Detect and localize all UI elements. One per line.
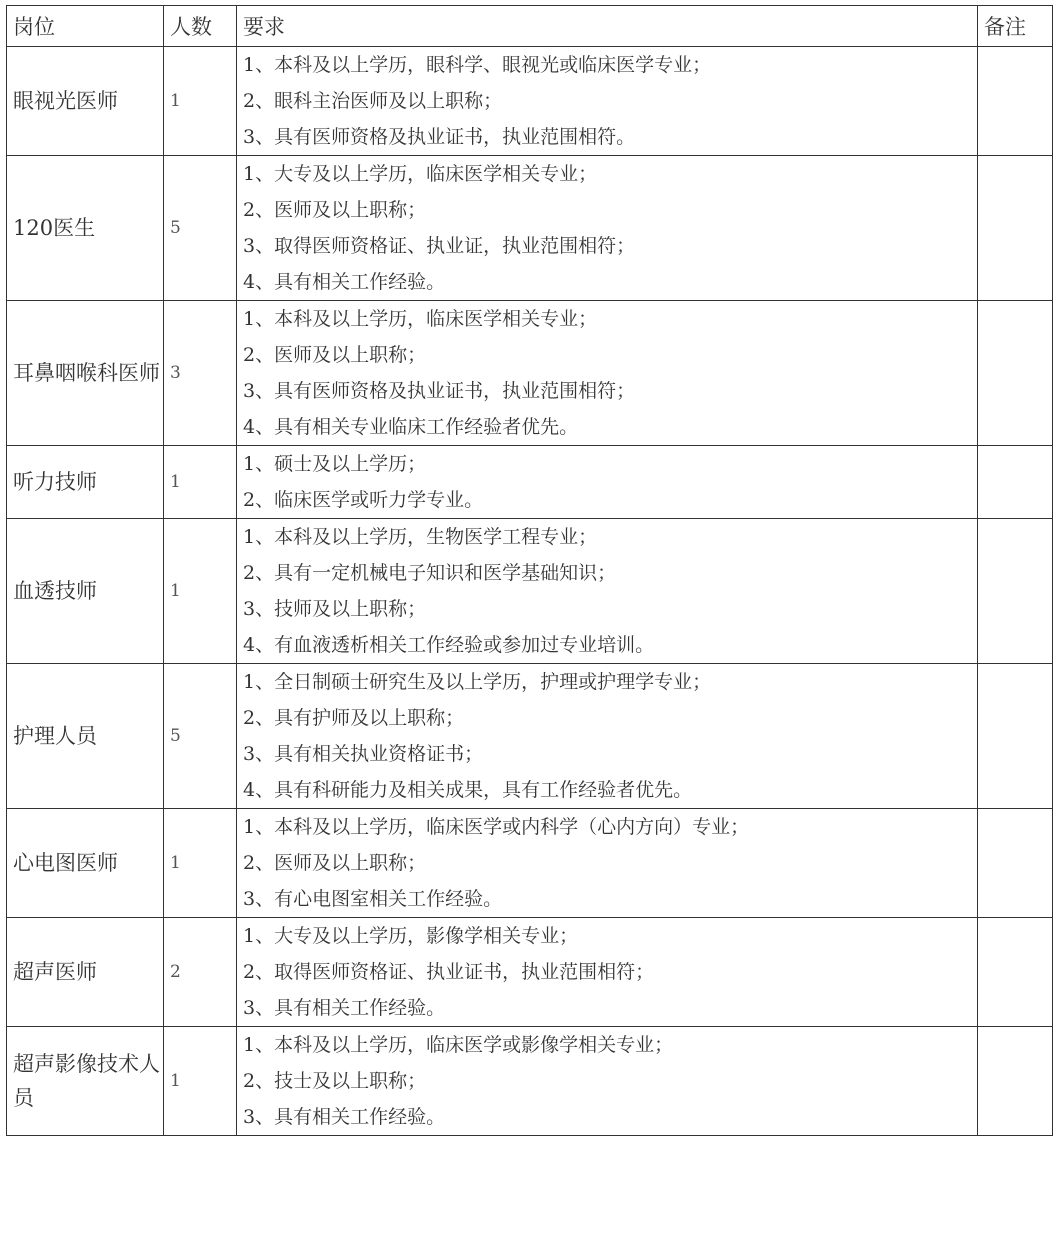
requirements-cell: [237, 809, 978, 918]
position-cell: 耳鼻咽喉科医师: [7, 301, 164, 446]
requirements-cell: [237, 446, 978, 519]
count-cell: 1: [164, 1027, 237, 1136]
requirement-line: 3、具有医师资格及执业证书，执业范围相符。: [243, 126, 636, 148]
table-row: [7, 519, 1053, 664]
requirements-cell: [237, 918, 978, 1027]
requirement-line: 4、具有相关工作经验。: [243, 271, 446, 293]
notes-cell: [978, 156, 1053, 301]
table-row: [7, 156, 1053, 301]
requirement-line: 3、具有相关工作经验。: [243, 1106, 446, 1128]
requirement-line: 4、具有科研能力及相关成果，具有工作经验者优先。: [243, 779, 693, 801]
requirement-line: 3、具有相关工作经验。: [243, 997, 446, 1019]
count-cell: 3: [164, 301, 237, 446]
table-row: [7, 809, 1053, 918]
job-requirements-table: [6, 5, 1053, 1136]
table-row: [7, 664, 1053, 809]
requirement-line: 2、取得医师资格证、执业证书，执业范围相符；: [243, 961, 655, 983]
table-row: [7, 301, 1053, 446]
position-cell: 听力技师: [7, 446, 164, 519]
notes-cell: [978, 1027, 1053, 1136]
header-notes: 备注: [978, 6, 1053, 47]
requirements-cell: [237, 1027, 978, 1136]
requirement-line: 1、大专及以上学历，临床医学相关专业；: [243, 163, 598, 185]
header-position: 岗位: [7, 6, 164, 47]
position-cell: 血透技师: [7, 519, 164, 664]
requirement-line: 2、眼科主治医师及以上职称；: [243, 90, 503, 112]
requirement-line: 2、医师及以上职称；: [243, 199, 427, 221]
count-cell: 1: [164, 446, 237, 519]
requirements-cell: [237, 47, 978, 156]
requirement-line: 1、硕士及以上学历；: [243, 453, 427, 475]
table-row: [7, 47, 1053, 156]
requirement-line: 2、具有一定机械电子知识和医学基础知识；: [243, 562, 617, 584]
table-row: [7, 446, 1053, 519]
table-body: [7, 47, 1053, 1136]
count-cell: 1: [164, 519, 237, 664]
requirement-line: 3、具有相关执业资格证书；: [243, 743, 484, 765]
requirements-cell: [237, 664, 978, 809]
notes-cell: [978, 519, 1053, 664]
position-cell: 心电图医师: [7, 809, 164, 918]
table-row: [7, 918, 1053, 1027]
requirements-cell: [237, 156, 978, 301]
requirement-line: 1、本科及以上学历，眼科学、眼视光或临床医学专业；: [243, 54, 712, 76]
requirement-line: 2、医师及以上职称；: [243, 852, 427, 874]
position-cell: 120医生: [7, 156, 164, 301]
requirement-line: 1、本科及以上学历，临床医学或影像学相关专业；: [243, 1034, 674, 1056]
requirement-line: 3、技师及以上职称；: [243, 598, 427, 620]
requirement-line: 2、医师及以上职称；: [243, 344, 427, 366]
requirement-line: 4、有血液透析相关工作经验或参加过专业培训。: [243, 634, 655, 656]
requirement-line: 2、具有护师及以上职称；: [243, 707, 465, 729]
count-cell: 5: [164, 156, 237, 301]
header-requirements: 要求: [237, 6, 978, 47]
count-cell: 2: [164, 918, 237, 1027]
requirement-line: 1、全日制硕士研究生及以上学历，护理或护理学专业；: [243, 671, 712, 693]
requirement-line: 3、取得医师资格证、执业证，执业范围相符；: [243, 235, 636, 257]
requirement-line: 1、本科及以上学历，临床医学或内科学（心内方向）专业；: [243, 816, 750, 838]
notes-cell: [978, 301, 1053, 446]
requirements-cell: [237, 301, 978, 446]
requirement-line: 4、具有相关专业临床工作经验者优先。: [243, 416, 579, 438]
notes-cell: [978, 809, 1053, 918]
notes-cell: [978, 446, 1053, 519]
position-cell: 护理人员: [7, 664, 164, 809]
position-cell: 眼视光医师: [7, 47, 164, 156]
notes-cell: [978, 664, 1053, 809]
notes-cell: [978, 47, 1053, 156]
notes-cell: [978, 918, 1053, 1027]
requirement-line: 2、临床医学或听力学专业。: [243, 489, 484, 511]
requirements-cell: [237, 519, 978, 664]
requirement-line: 3、有心电图室相关工作经验。: [243, 888, 503, 910]
count-cell: 1: [164, 47, 237, 156]
requirement-line: 1、大专及以上学历，影像学相关专业；: [243, 925, 579, 947]
requirement-line: 3、具有医师资格及执业证书，执业范围相符；: [243, 380, 636, 402]
position-cell: 超声影像技术人员: [7, 1027, 164, 1136]
table-row: [7, 1027, 1053, 1136]
table-header-row: [7, 6, 1053, 47]
requirement-line: 1、本科及以上学历，生物医学工程专业；: [243, 526, 598, 548]
count-cell: 1: [164, 809, 237, 918]
header-count: 人数: [164, 6, 237, 47]
requirement-line: 1、本科及以上学历，临床医学相关专业；: [243, 308, 598, 330]
count-cell: 5: [164, 664, 237, 809]
requirement-line: 2、技士及以上职称；: [243, 1070, 427, 1092]
position-cell: 超声医师: [7, 918, 164, 1027]
